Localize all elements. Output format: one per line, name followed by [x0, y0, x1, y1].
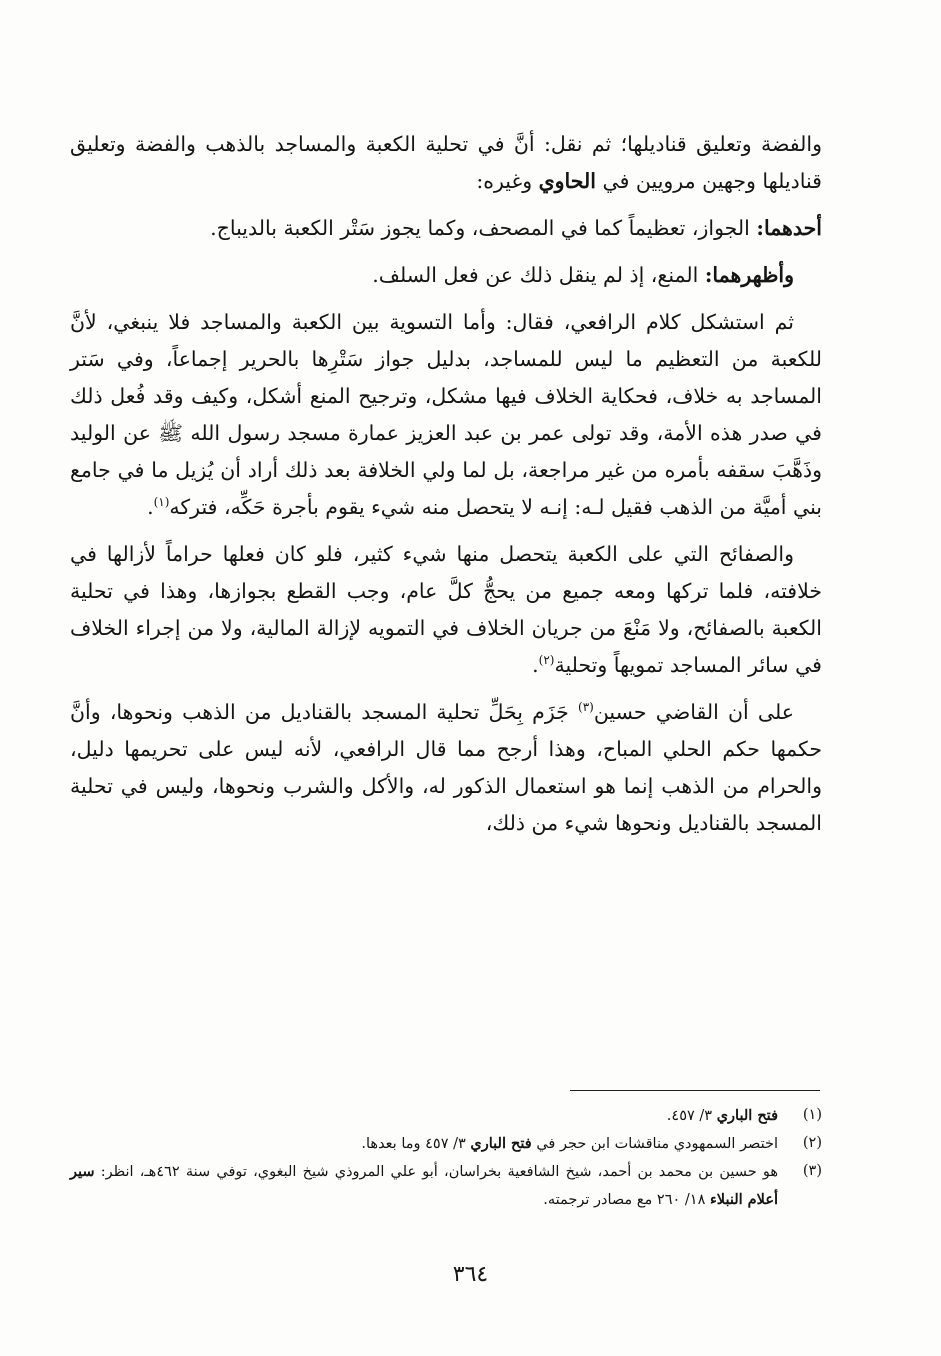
footnote-3-ref: ١٨/ ٢٦٠ مع مصادر ترجمته.	[543, 1192, 710, 1208]
paragraph-5-end: .	[532, 653, 539, 677]
footnote-2-lead: اختصر السمهودي مناقشات ابن حجر في	[531, 1136, 778, 1152]
footnote-1-ref: ٣/ ٤٥٧.	[666, 1108, 717, 1124]
paragraph-1-end: وغيره:	[476, 169, 539, 193]
first-view-label: أحدهما:	[756, 216, 822, 240]
footnote-2-number: (٢)	[802, 1135, 822, 1151]
footnote-ref-3[interactable]: (٣)	[578, 700, 594, 715]
footnote-3-text	[70, 1158, 778, 1214]
footnote-2	[70, 1130, 822, 1158]
paragraph-1-text: والفضة وتعليق قناديلها؛ ثم نقل: أنَّ في تحلية الكعبة والمساجد بالذهب والفضة وتعليق قناديلها وجهين مرويين في	[70, 132, 822, 193]
source-title-hawi: الحاوي	[538, 169, 596, 193]
paragraph-5	[70, 536, 822, 684]
footnote-ref-1[interactable]: (١)	[153, 495, 170, 510]
footnote-1-text	[70, 1102, 778, 1130]
paragraph-1	[70, 126, 822, 200]
paragraph-2-text: الجواز، تعظيماً كما في المصحف، وكما يجوز سَتْر الكعبة بالديباج.	[210, 216, 757, 240]
paragraph-4-text: ثم استشكل كلام الرافعي، فقال: وأما التسوية بين الكعبة والمساجد فلا ينبغي، لأنَّ للكعبة من التعظيم ما ليس للمساجد، بدليل جواز سَتْرِها بالحرير إجماعاً، وفي سَتر المساجد به خلاف، فحكاية الخلاف فيها مشكل، وترجيح المنع أشكل، وكيف وقد فُعل ذلك في صدر هذه الأمة، وقد تولى عمر بن عبد العزيز عمارة مسجد رسول الله ﷺ عن الوليد وذَهَّبَ سقفه بأمره من غير مراجعة، بل لما ولي الخلافة بعد ذلك أراد أن يُزيل ما في جامع بني أميَّة من الذهب فقيل لـه: إنـه لا يتحصل منه شيء يقوم بأجرة حَكِّه، فتركه	[70, 310, 822, 519]
paragraph-4-end: .	[147, 495, 154, 519]
footnote-3-lead: هو حسين بن محمد بن أحمد، شيخ الشافعية بخراسان، أبو علي المروذي شيخ البغوي، توفي سنة ٤٦٢هـ، انظر:	[94, 1164, 779, 1180]
footnote-2-ref: ٣/ ٤٥٧ وما بعدها.	[361, 1136, 471, 1152]
footnote-3-source: سير أعلام النبلاء	[70, 1163, 778, 1208]
footnote-1-source: فتح الباري	[716, 1107, 778, 1124]
paragraph-6-start: على أن القاضي حسين	[593, 700, 794, 724]
footnote-2-text	[70, 1130, 778, 1158]
footnote-ref-2[interactable]: (٢)	[538, 653, 555, 668]
footnote-divider	[570, 1090, 820, 1091]
second-view-label: وأظهرهما:	[704, 263, 794, 287]
footnotes	[70, 1102, 822, 1214]
paragraph-3	[70, 257, 822, 294]
paragraph-4	[70, 304, 822, 526]
footnote-3	[70, 1158, 822, 1214]
paragraph-3-text: المنع، إذ لم ينقل ذلك عن فعل السلف.	[372, 263, 705, 287]
footnote-1-number: (١)	[802, 1107, 822, 1123]
footnote-2-source: فتح الباري	[470, 1135, 532, 1152]
paragraph-5-text: والصفائح التي على الكعبة يتحصل منها شيء كثير، فلو كان فعلها حراماً لأزالها في خلافته، فلما تركها ومعه جميع من يحجُّ كلَّ عام، وجب القطع بجوازها، وهذا في تحلية الكعبة بالصفائح، ولا مَنْعَ من جريان الخلاف في التمويه لإزالة المالية، ولا من إجراء الخلاف في سائر المساجد تمويهاً وتحلية	[70, 542, 822, 677]
paragraph-6-text: جَزَم بِحَلِّ تحلية المسجد بالقناديل من الذهب ونحوها، وأنَّ حكمها حكم الحلي المباح، وهذا أرجح مما قال الرافعي، لأنه ليس على تحريمها دليل، والحرام من الذهب إنما هو استعمال الذكور له، والأكل والشرب ونحوها، وليس في تحلية المسجد بالقناديل ونحوها شيء من ذلك،	[70, 700, 822, 835]
footnote-1	[70, 1102, 822, 1130]
footnote-3-number: (٣)	[802, 1163, 822, 1179]
page-number: ٣٦٤	[452, 1262, 489, 1287]
main-text	[70, 126, 822, 842]
paragraph-6	[70, 694, 822, 842]
paragraph-2	[70, 210, 822, 247]
